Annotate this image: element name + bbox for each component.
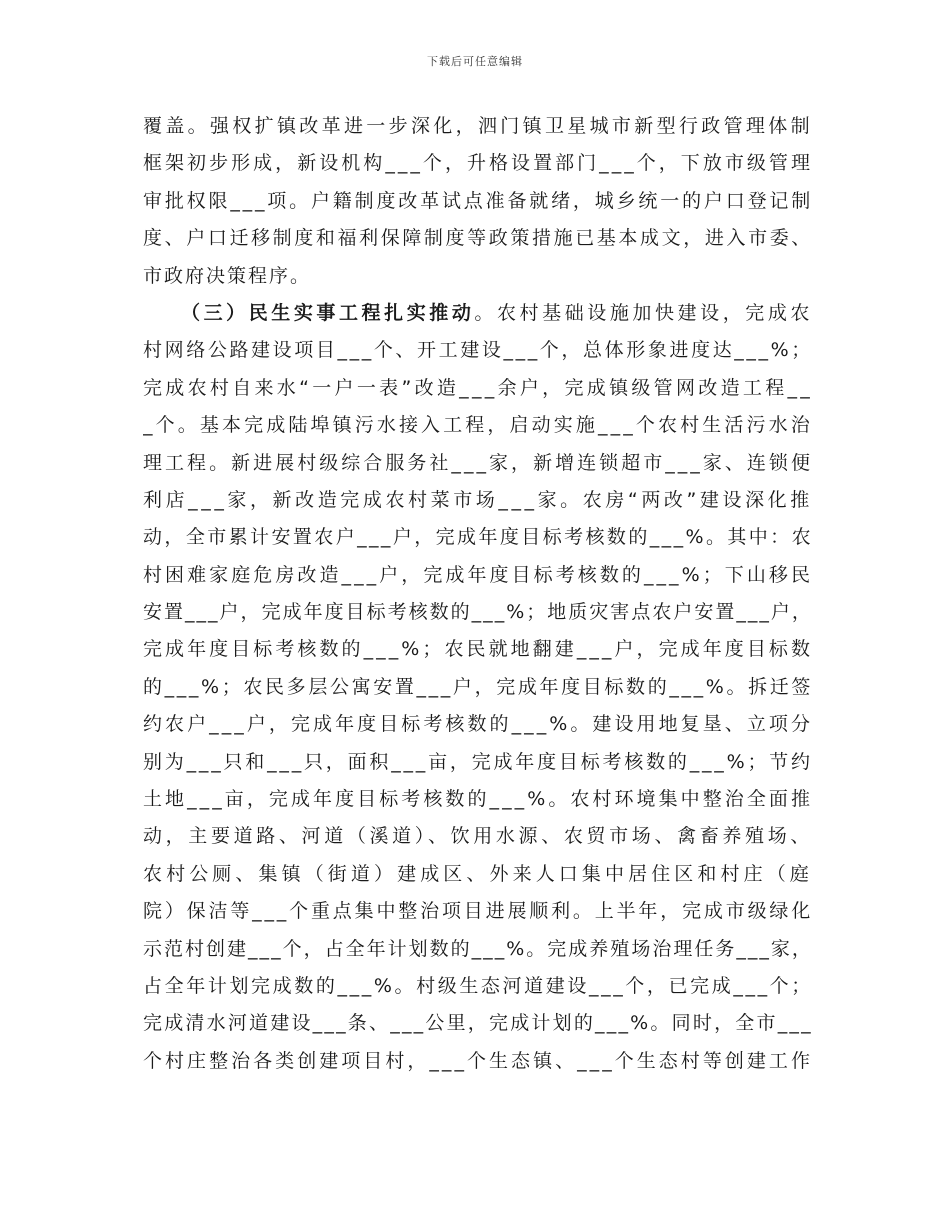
text-line [143, 1005, 813, 1042]
text-line [143, 856, 813, 893]
text-line [143, 594, 813, 631]
line-text: 占全年计划完成数的___%。村级生态河道建设___个，已完成___个； [143, 974, 813, 997]
document-body [143, 108, 813, 1080]
text-line [143, 781, 813, 818]
line-text: 市政府决策程序。 [143, 264, 312, 287]
line-text: 村网络公路建设项目___个、开工建设___个，总体形象进度达___%； [143, 339, 813, 362]
line-text: 理工程。新进展村级综合服务社___家，新增连锁超市___家、连锁便 [143, 451, 813, 474]
text-line [143, 631, 813, 668]
line-text: 约农户___户，完成年度目标考核数的___%。建设用地复垦、立项分 [143, 713, 813, 736]
line-text: 完成清水河道建设___条、___公里，完成计划的___%。同时，全市___ [143, 1012, 813, 1035]
text-line [143, 818, 813, 855]
text-line [143, 295, 813, 332]
line-text: 动，全市累计安置农户___户，完成年度目标考核数的___%。其中：农 [143, 526, 813, 549]
section-heading: （三）民生实事工程扎实推动 [181, 301, 475, 324]
line-text: 安置___户，完成年度目标考核数的___%；地质灾害点农户安置___户， [143, 601, 813, 624]
text-line [143, 445, 813, 482]
text-line [143, 183, 813, 220]
line-text: 别为___只和___只，面积___亩，完成年度目标考核数的___%；节约 [143, 750, 813, 773]
line-text: 完成农村自来水“一户一表”改造___余户，完成镇级管网改造工程__ [143, 376, 813, 399]
text-line [143, 370, 813, 407]
text-line [143, 258, 813, 295]
text-line [143, 744, 813, 781]
line-text: 土地___亩，完成年度目标考核数的___%。农村环境集中整治全面推 [143, 788, 813, 811]
line-text: 村困难家庭危房改造___户，完成年度目标考核数的___%；下山移民 [143, 563, 813, 586]
text-line [143, 931, 813, 968]
line-text: 示范村创建___个，占全年计划数的___%。完成养殖场治理任务___家， [143, 937, 813, 960]
text-line [143, 669, 813, 706]
text-line [143, 482, 813, 519]
text-line [143, 557, 813, 594]
text-line [143, 968, 813, 1005]
line-text: 动，主要道路、河道（溪道）、饮用水源、农贸市场、禽畜养殖场、 [143, 825, 813, 848]
line-text: 覆盖。强权扩镇改革进一步深化，泗门镇卫星城市新型行政管理体制 [143, 115, 813, 137]
text-line [143, 220, 813, 257]
line-text: 的___%；农民多层公寓安置___户，完成年度目标数的___%。拆迁签 [143, 675, 813, 698]
line-text: 完成年度目标考核数的___%；农民就地翻建___户，完成年度目标数 [143, 638, 813, 661]
line-text: 农村公厕、集镇（街道）建成区、外来人口集中居住区和村庄（庭 [143, 862, 813, 885]
text-line [143, 706, 813, 743]
line-text: 框架初步形成，新设机构___个，升格设置部门___个，下放市级管理 [143, 152, 813, 175]
text-line [143, 893, 813, 930]
line-text: _个。基本完成陆埠镇污水接入工程，启动实施___个农村生活污水治 [143, 414, 813, 437]
line-text: 。农村基础设施加快建设，完成农 [474, 301, 813, 324]
text-line [143, 145, 813, 182]
text-line [143, 519, 813, 556]
line-text: 利店___家，新改造完成农村菜市场___家。农房“两改”建设深化推 [143, 488, 813, 511]
line-text: 度、户口迁移制度和福利保障制度等政策措施已基本成文，进入市委、 [143, 227, 813, 250]
text-line [143, 1043, 813, 1080]
text-line [143, 108, 813, 145]
line-text: 院）保洁等___个重点集中整治项目进展顺利。上半年，完成市级绿化 [143, 900, 813, 923]
text-line [143, 407, 813, 444]
line-text: 审批权限___项。户籍制度改革试点准备就绪，城乡统一的户口登记制 [143, 189, 813, 212]
line-text: 个村庄整治各类创建项目村，___个生态镇、___个生态村等创建工作 [143, 1049, 813, 1072]
text-line [143, 332, 813, 369]
page-header-note: 下载后可任意编辑 [427, 55, 523, 68]
